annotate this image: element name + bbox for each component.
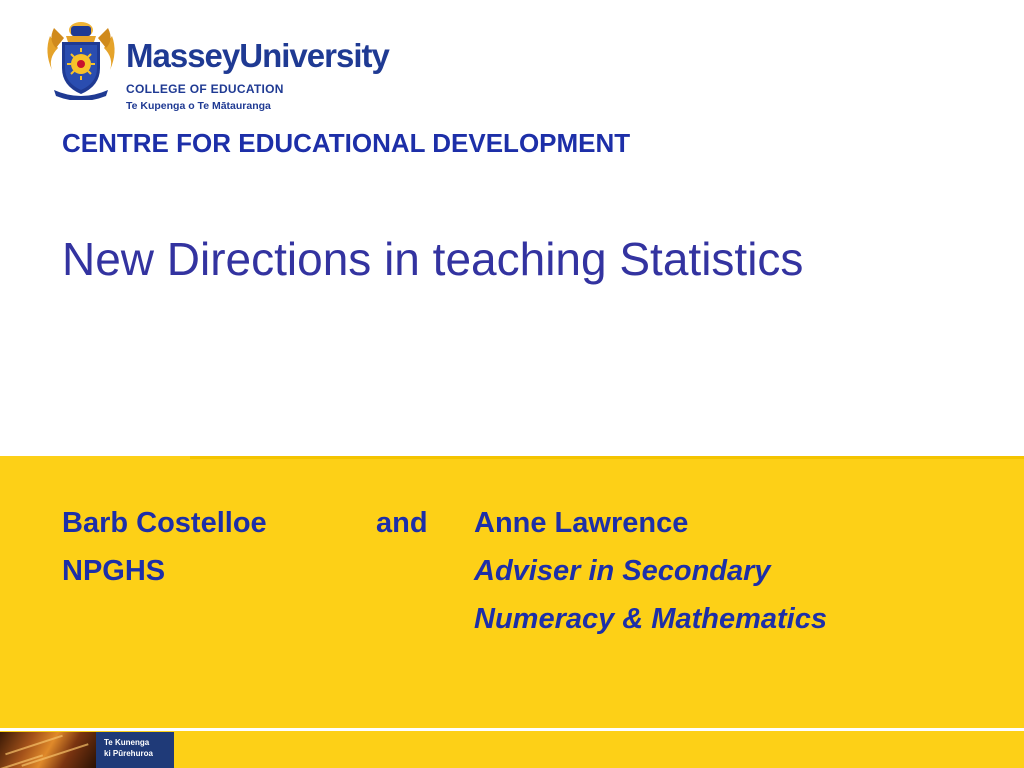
presenter-conjunction: and — [376, 507, 428, 539]
presenter-left-name: Barb Costelloe — [62, 507, 267, 539]
footer-strip — [0, 728, 1024, 768]
presenter-left-affiliation: NPGHS — [62, 555, 166, 587]
college-name: COLLEGE OF EDUCATION — [126, 82, 284, 96]
footer-divider — [0, 728, 1024, 731]
presenters-block — [0, 456, 1024, 656]
footer-tagline-line2: ki Pūrehuroa — [104, 749, 153, 758]
presenter-right-role-line2: Numeracy & Mathematics — [474, 603, 827, 635]
slide-title: New Directions in teaching Statistics — [62, 233, 804, 285]
presenter-right-role-line1: Adviser in Secondary — [474, 555, 771, 587]
centre-heading: CENTRE FOR EDUCATIONAL DEVELOPMENT — [62, 128, 631, 158]
footer-tagline-line1: Te Kunenga — [104, 738, 150, 747]
presenters-band — [0, 456, 1024, 768]
footer-tagline-box — [96, 732, 174, 768]
university-logo — [44, 18, 389, 118]
presenter-right-name: Anne Lawrence — [474, 507, 689, 539]
footer-decorative-photo — [0, 732, 96, 768]
university-crest-icon — [44, 18, 118, 100]
university-wordmark: MasseyUniversity — [126, 37, 389, 74]
college-tagline: Te Kupenga o Te Mātauranga — [126, 100, 271, 112]
